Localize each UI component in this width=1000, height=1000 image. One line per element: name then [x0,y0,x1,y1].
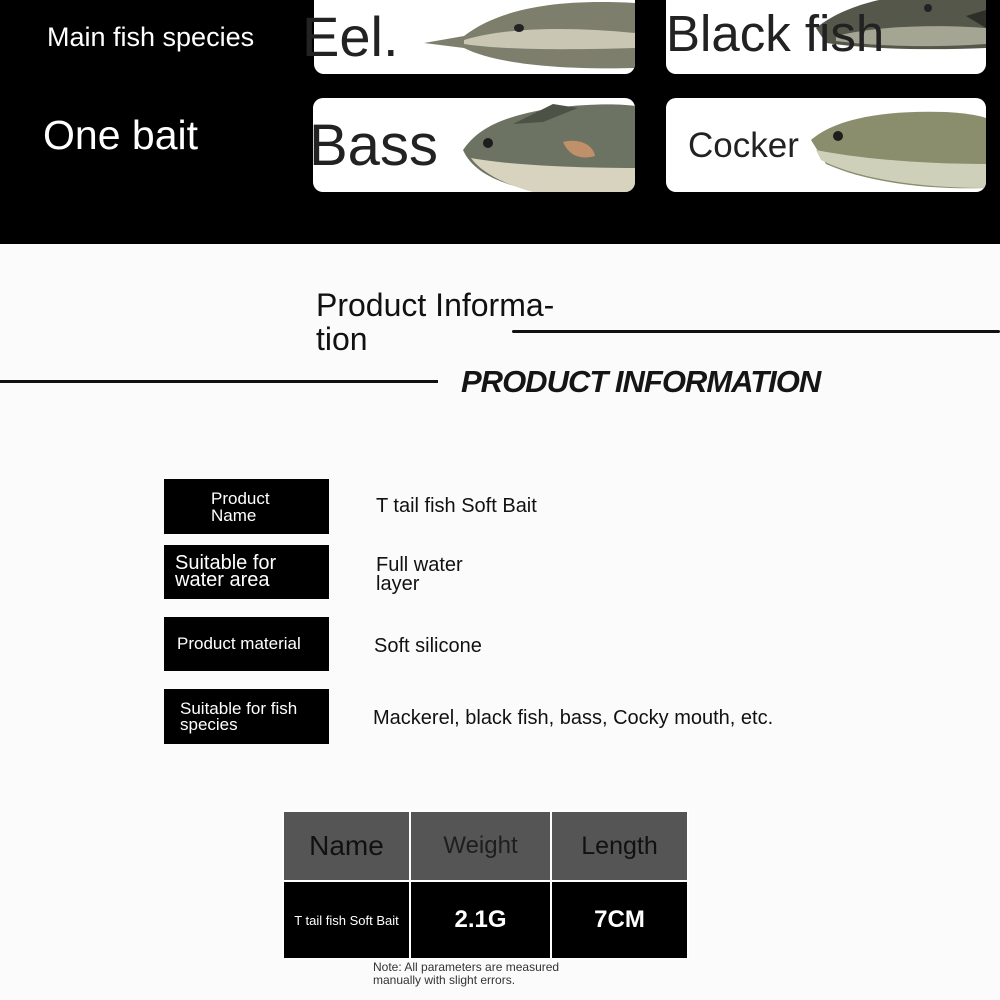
spec-value-material: Soft silicone [374,635,482,657]
table-row [283,881,688,959]
measurement-note: Note: All parameters are measured manually with slight errors. [373,960,560,987]
heading-divider-right [512,330,1000,333]
fish-species-banner [0,0,1000,244]
spec-label-fish-species: Suitable for fish species [164,689,329,744]
product-information-title: Product Informa-tion [316,287,555,357]
spec-table [282,810,689,960]
fish-name-black-fish: Black fish [666,5,885,62]
spec-value-fish-species: Mackerel, black fish, bass, Cocky mouth, etc. [373,707,774,729]
spec-value-product-name: T tail fish Soft Bait [376,495,537,517]
fish-name-cocker: Cocker [688,126,799,165]
table-cell-length: 7CM [551,881,688,959]
heading-divider-left [0,380,438,383]
product-information-subtitle: PRODUCT INFORMATION [461,364,821,399]
table-header-name: Name [283,811,410,881]
fish-name-eel: Eel. [302,5,399,68]
spec-label-water-area: Suitable for water area [164,545,329,599]
main-fish-species-label: Main fish species [47,22,255,52]
table-header-length: Length [551,811,688,881]
table-header-row [283,811,688,881]
one-bait-label: One bait [43,112,198,158]
spec-label-product-name: Product Name [164,479,329,534]
spec-label-material: Product material [164,617,329,671]
table-cell-weight: 2.1G [410,881,551,959]
table-header-weight: Weight [410,811,551,881]
table-cell-name: T tail fish Soft Bait [283,881,410,959]
fish-name-bass: Bass [309,113,438,178]
spec-value-water-area: Full water layer [376,554,463,595]
